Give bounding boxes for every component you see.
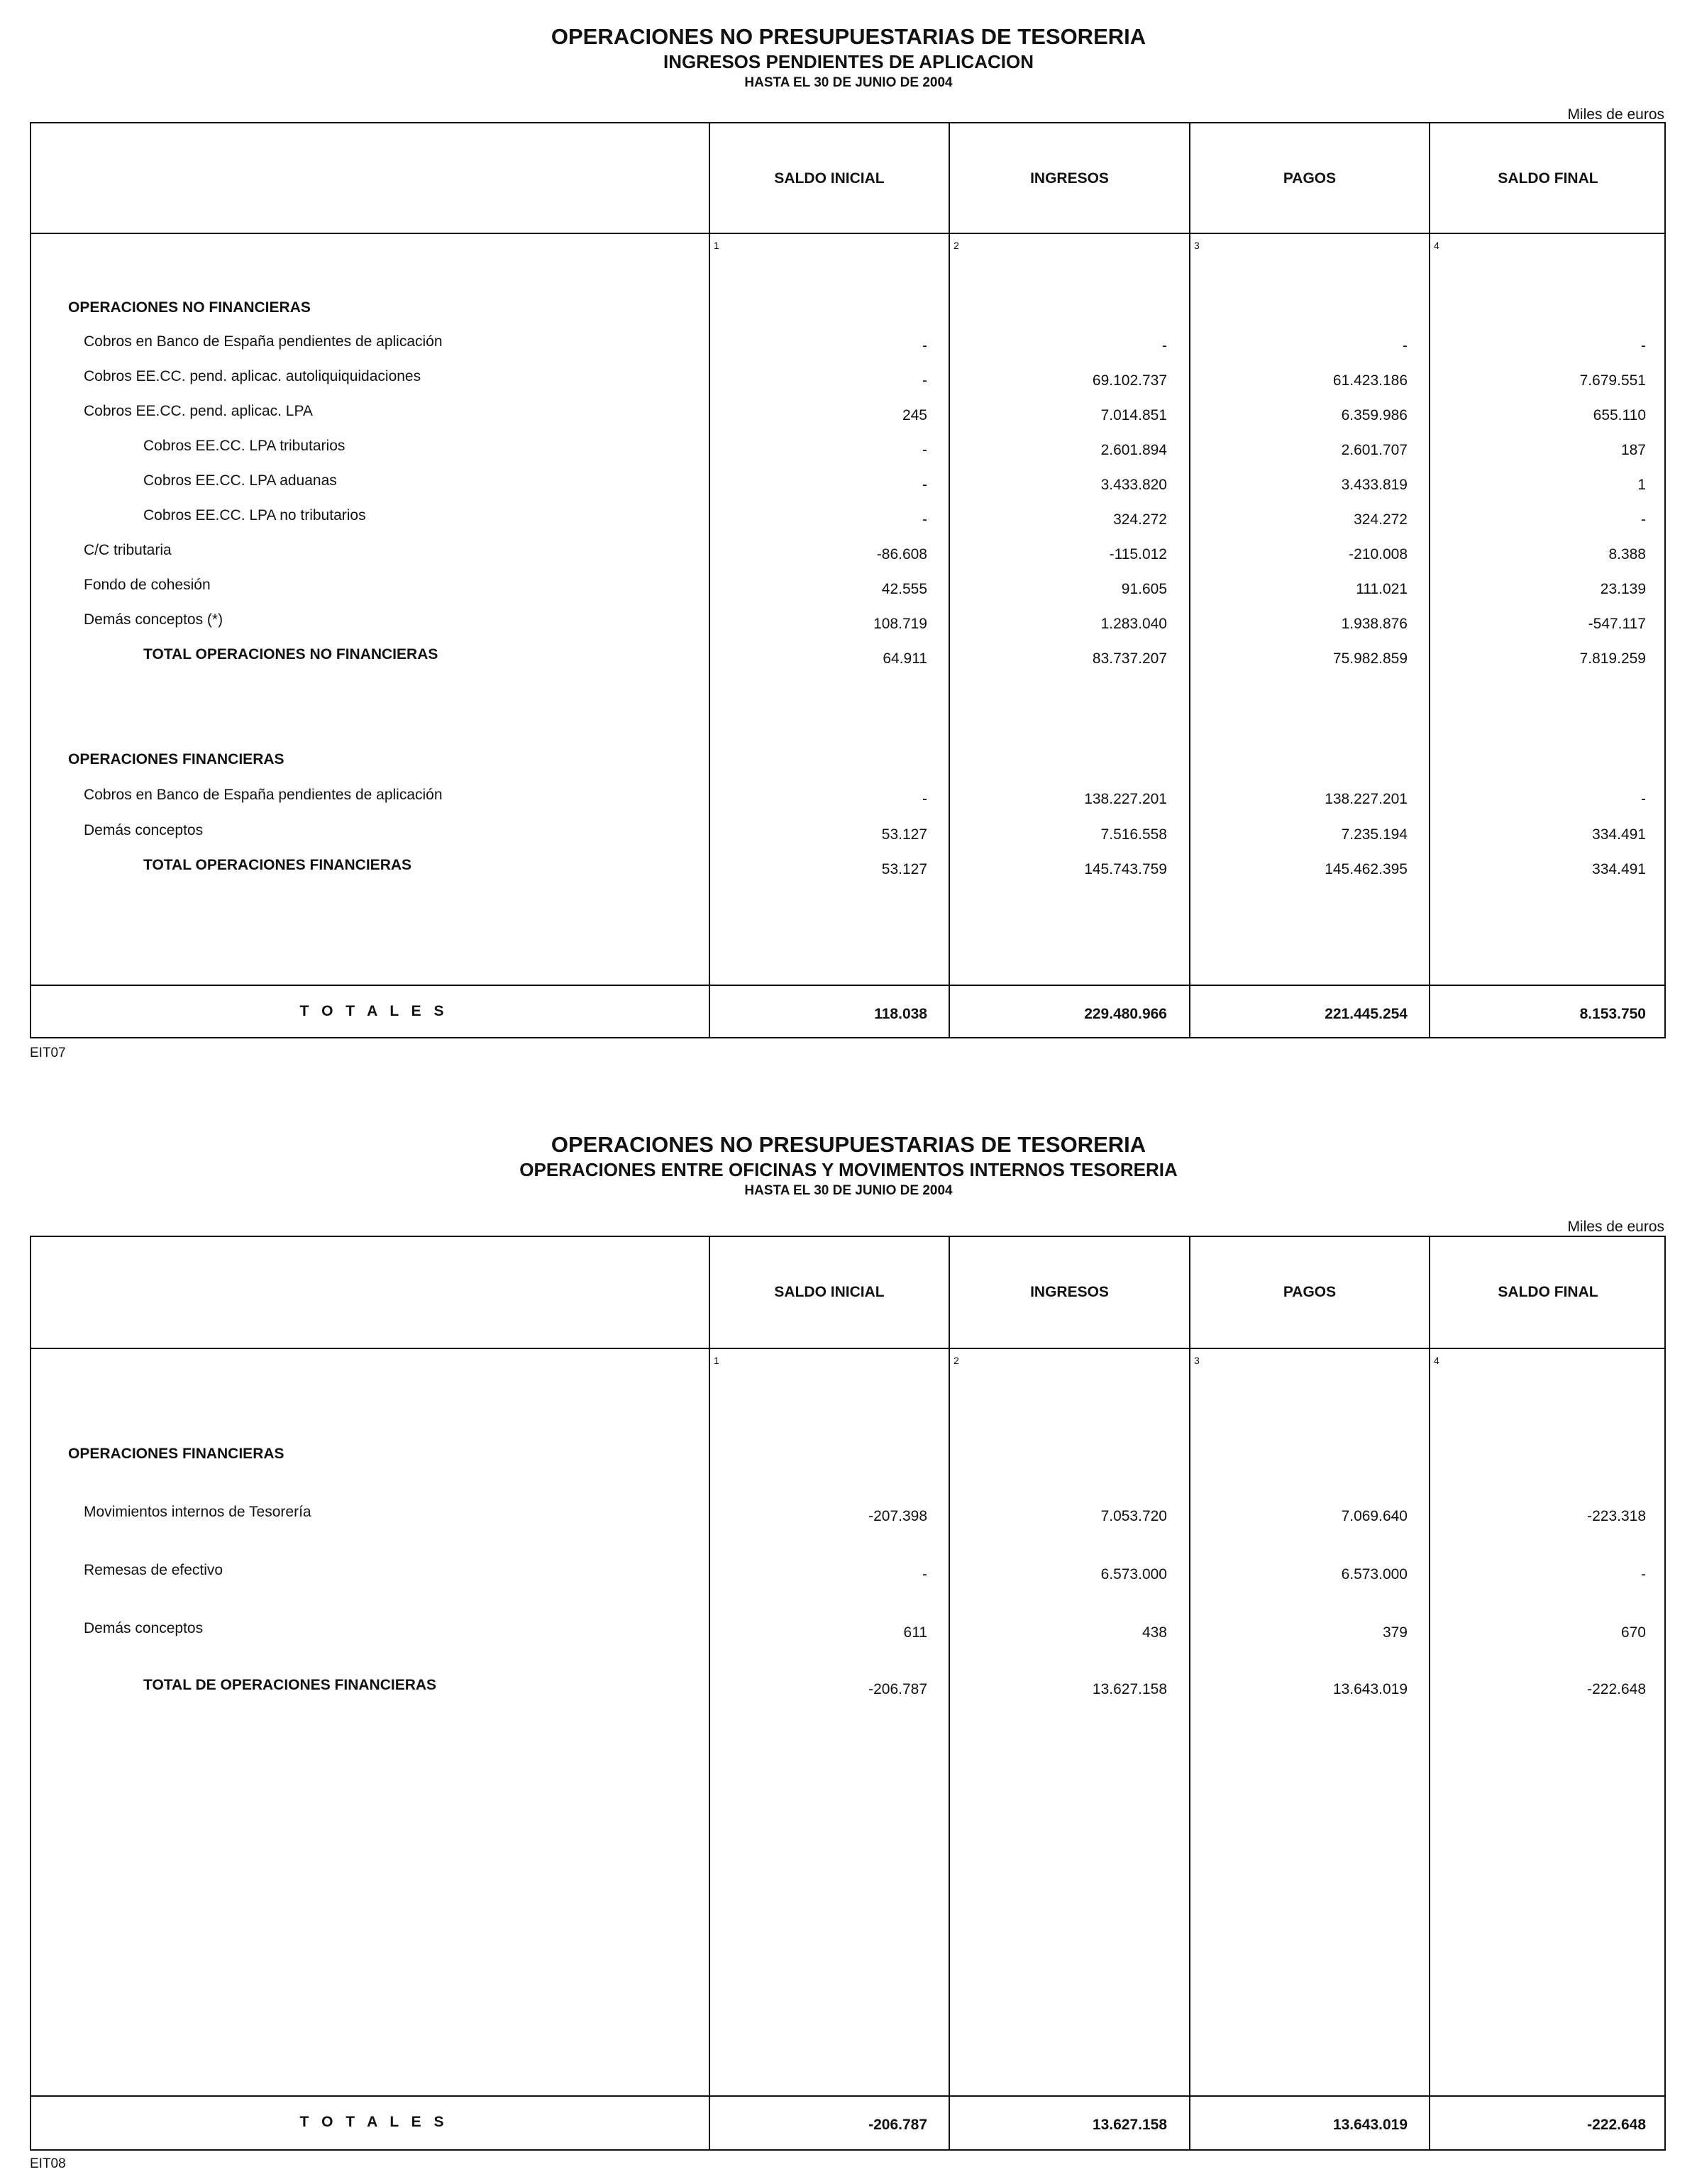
row-label: Demás conceptos [84, 822, 204, 838]
cell-ingresos: 3.433.820 [1100, 477, 1167, 493]
cell-saldo-inicial: -207.398 [868, 1508, 927, 1524]
cell-ingresos: 2.601.894 [1100, 442, 1167, 458]
report-subtitle: INGRESOS PENDIENTES DE APLICACION [663, 51, 1034, 72]
row-label: Fondo de cohesión [84, 577, 211, 593]
cell-saldo-final: - [1641, 791, 1646, 807]
row-label: TOTAL DE OPERACIONES FINANCIERAS [143, 1677, 437, 1693]
header-pagos: PAGOS [1283, 170, 1337, 187]
row-label: OPERACIONES NO FINANCIERAS [68, 299, 311, 316]
row-label: OPERACIONES FINANCIERAS [68, 751, 284, 767]
cell-saldo-inicial: - [922, 372, 927, 389]
table-row [31, 822, 1664, 843]
cell-ingresos: 13.627.158 [1092, 1681, 1167, 1697]
table-row [31, 1562, 1664, 1583]
total-pagos: 13.643.019 [1332, 2117, 1408, 2133]
report-title: OPERACIONES NO PRESUPUESTARIAS DE TESORERIA [551, 1132, 1146, 1157]
row-label: C/C tributaria [84, 542, 172, 558]
table-row [31, 507, 1664, 528]
cell-saldo-inicial: 53.127 [881, 826, 927, 843]
data-table [30, 1236, 1666, 2151]
column-number: 1 [714, 240, 719, 251]
report-subtitle: OPERACIONES ENTRE OFICINAS Y MOVIMENTOS INTERNOS TESORERIA [519, 1159, 1178, 1180]
cell-pagos: - [1403, 338, 1408, 354]
cell-pagos: 7.235.194 [1341, 826, 1408, 843]
cell-saldo-final: 655.110 [1593, 407, 1646, 423]
table-row [31, 299, 1664, 321]
cell-pagos: 324.272 [1354, 511, 1408, 528]
table-row [31, 646, 1664, 667]
row-label: Cobros EE.CC. pend. aplicac. LPA [84, 403, 313, 419]
cell-saldo-final: 7.679.551 [1579, 372, 1646, 389]
cell-pagos: 6.359.986 [1341, 407, 1408, 423]
cell-saldo-inicial: 245 [902, 407, 927, 423]
cell-pagos: 75.982.859 [1332, 650, 1408, 667]
table-row [31, 787, 1664, 808]
table-row [31, 857, 1664, 878]
column-number: 4 [1434, 240, 1439, 251]
cell-saldo-final: 1 [1637, 477, 1646, 493]
cell-ingresos: 324.272 [1113, 511, 1167, 528]
report-code: EIT07 [30, 1046, 66, 1060]
cell-saldo-final: - [1641, 1566, 1646, 1582]
cell-saldo-inicial: 42.555 [881, 581, 927, 597]
cell-saldo-final: 187 [1620, 442, 1646, 458]
table-row [31, 368, 1664, 389]
cell-ingresos: 6.573.000 [1100, 1566, 1167, 1582]
cell-saldo-inicial: -86.608 [876, 546, 927, 562]
cell-pagos: -210.008 [1349, 546, 1408, 562]
row-label: Cobros EE.CC. LPA tributarios [143, 438, 346, 454]
row-label: Cobros EE.CC. LPA no tributarios [143, 507, 366, 523]
row-label: Cobros EE.CC. pend. aplicac. autoliquiquidaciones [84, 368, 421, 384]
row-label: Remesas de efectivo [84, 1562, 223, 1578]
header-pagos: PAGOS [1283, 1284, 1337, 1300]
cell-saldo-final: -223.318 [1587, 1508, 1646, 1524]
cell-saldo-inicial: 108.719 [873, 616, 927, 632]
total-saldo-inicial: -206.787 [868, 2117, 927, 2133]
header-saldo-final: SALDO FINAL [1498, 1284, 1598, 1300]
row-label: Movimientos internos de Tesorería [84, 1504, 311, 1520]
cell-saldo-inicial: - [922, 477, 927, 493]
header-ingresos: INGRESOS [1030, 1284, 1109, 1300]
cell-pagos: 61.423.186 [1332, 372, 1408, 389]
cell-ingresos: 91.605 [1121, 581, 1167, 597]
cell-saldo-final: - [1641, 511, 1646, 528]
total-ingresos: 13.627.158 [1092, 2117, 1167, 2133]
cell-pagos: 138.227.201 [1325, 791, 1408, 807]
header-ingresos: INGRESOS [1030, 170, 1109, 187]
cell-ingresos: - [1162, 338, 1167, 354]
total-saldo-inicial: 118.038 [874, 1006, 927, 1022]
table-row [31, 403, 1664, 424]
cell-ingresos: 438 [1142, 1624, 1167, 1641]
cell-ingresos: -115.012 [1109, 546, 1167, 562]
totals-label: T O T A L E S [299, 1003, 448, 1019]
cell-saldo-final: 7.819.259 [1579, 650, 1646, 667]
cell-ingresos: 145.743.759 [1084, 861, 1167, 877]
totals-label: T O T A L E S [299, 2114, 448, 2130]
row-label: Cobros EE.CC. LPA aduanas [143, 472, 337, 489]
cell-ingresos: 69.102.737 [1092, 372, 1167, 389]
cell-saldo-inicial: - [922, 791, 927, 807]
row-label: Cobros en Banco de España pendientes de aplicación [84, 333, 443, 350]
table-row [31, 577, 1664, 598]
data-table [30, 122, 1666, 1038]
row-label: Cobros en Banco de España pendientes de aplicación [84, 787, 443, 803]
cell-pagos: 3.433.819 [1341, 477, 1408, 493]
cell-saldo-final: -547.117 [1588, 616, 1646, 632]
column-number: 3 [1194, 1355, 1200, 1366]
cell-saldo-final: 23.139 [1600, 581, 1646, 597]
row-label: Demás conceptos [84, 1620, 204, 1636]
cell-ingresos: 7.516.558 [1100, 826, 1167, 843]
table-row [31, 542, 1664, 563]
cell-saldo-final: 670 [1620, 1624, 1646, 1641]
cell-saldo-final: -222.648 [1587, 1681, 1646, 1697]
column-number: 2 [953, 240, 959, 251]
column-number: 4 [1434, 1355, 1439, 1366]
cell-saldo-inicial: - [922, 338, 927, 354]
header-saldo-inicial: SALDO INICIAL [774, 170, 885, 187]
header-saldo-inicial: SALDO INICIAL [774, 1284, 885, 1300]
total-saldo-final: -222.648 [1587, 2117, 1646, 2133]
row-label: Demás conceptos (*) [84, 611, 223, 628]
cell-ingresos: 1.283.040 [1100, 616, 1167, 632]
cell-saldo-final: 334.491 [1592, 826, 1646, 843]
total-saldo-final: 8.153.750 [1579, 1006, 1646, 1022]
cell-pagos: 2.601.707 [1341, 442, 1408, 458]
cell-saldo-inicial: 53.127 [881, 861, 927, 877]
cell-pagos: 111.021 [1356, 581, 1408, 597]
cell-saldo-inicial: 611 [903, 1624, 927, 1641]
total-pagos: 221.445.254 [1325, 1006, 1408, 1022]
table-row [31, 472, 1664, 494]
row-label: TOTAL OPERACIONES FINANCIERAS [143, 857, 412, 873]
table-row [31, 1677, 1664, 1698]
cell-pagos: 1.938.876 [1341, 616, 1408, 632]
cell-saldo-inicial: - [922, 1566, 927, 1582]
cell-pagos: 7.069.640 [1341, 1508, 1408, 1524]
cell-ingresos: 83.737.207 [1092, 650, 1167, 667]
total-ingresos: 229.480.966 [1084, 1006, 1167, 1022]
table-row [31, 1504, 1664, 1525]
units-label: Miles de euros [1567, 1219, 1664, 1235]
column-number: 3 [1194, 240, 1200, 251]
cell-pagos: 379 [1382, 1624, 1408, 1641]
cell-ingresos: 7.014.851 [1100, 407, 1167, 423]
cell-saldo-inicial: - [922, 511, 927, 528]
cell-saldo-inicial: -206.787 [868, 1681, 927, 1697]
table-row [31, 1620, 1664, 1641]
column-number: 1 [714, 1355, 719, 1366]
cell-saldo-inicial: - [922, 442, 927, 458]
report-code: EIT08 [30, 2156, 66, 2171]
report-date: HASTA EL 30 DE JUNIO DE 2004 [744, 1183, 953, 1198]
cell-pagos: 13.643.019 [1332, 1681, 1408, 1697]
row-label: OPERACIONES FINANCIERAS [68, 1446, 284, 1462]
report-date: HASTA EL 30 DE JUNIO DE 2004 [744, 75, 953, 90]
column-number: 2 [953, 1355, 959, 1366]
cell-ingresos: 138.227.201 [1084, 791, 1167, 807]
report-title: OPERACIONES NO PRESUPUESTARIAS DE TESORERIA [551, 24, 1146, 49]
cell-saldo-final: 8.388 [1608, 546, 1646, 562]
table-row [31, 333, 1664, 355]
cell-saldo-final: - [1641, 338, 1646, 354]
units-label: Miles de euros [1567, 106, 1664, 123]
table-row [31, 611, 1664, 633]
cell-ingresos: 7.053.720 [1100, 1508, 1167, 1524]
cell-pagos: 145.462.395 [1325, 861, 1408, 877]
header-saldo-final: SALDO FINAL [1498, 170, 1598, 187]
row-label: TOTAL OPERACIONES NO FINANCIERAS [143, 646, 438, 663]
table-row [31, 438, 1664, 459]
cell-saldo-final: 334.491 [1592, 861, 1646, 877]
cell-pagos: 6.573.000 [1341, 1566, 1408, 1582]
table-row [31, 751, 1664, 772]
cell-saldo-inicial: 64.911 [883, 650, 927, 667]
table-row [31, 1446, 1664, 1467]
